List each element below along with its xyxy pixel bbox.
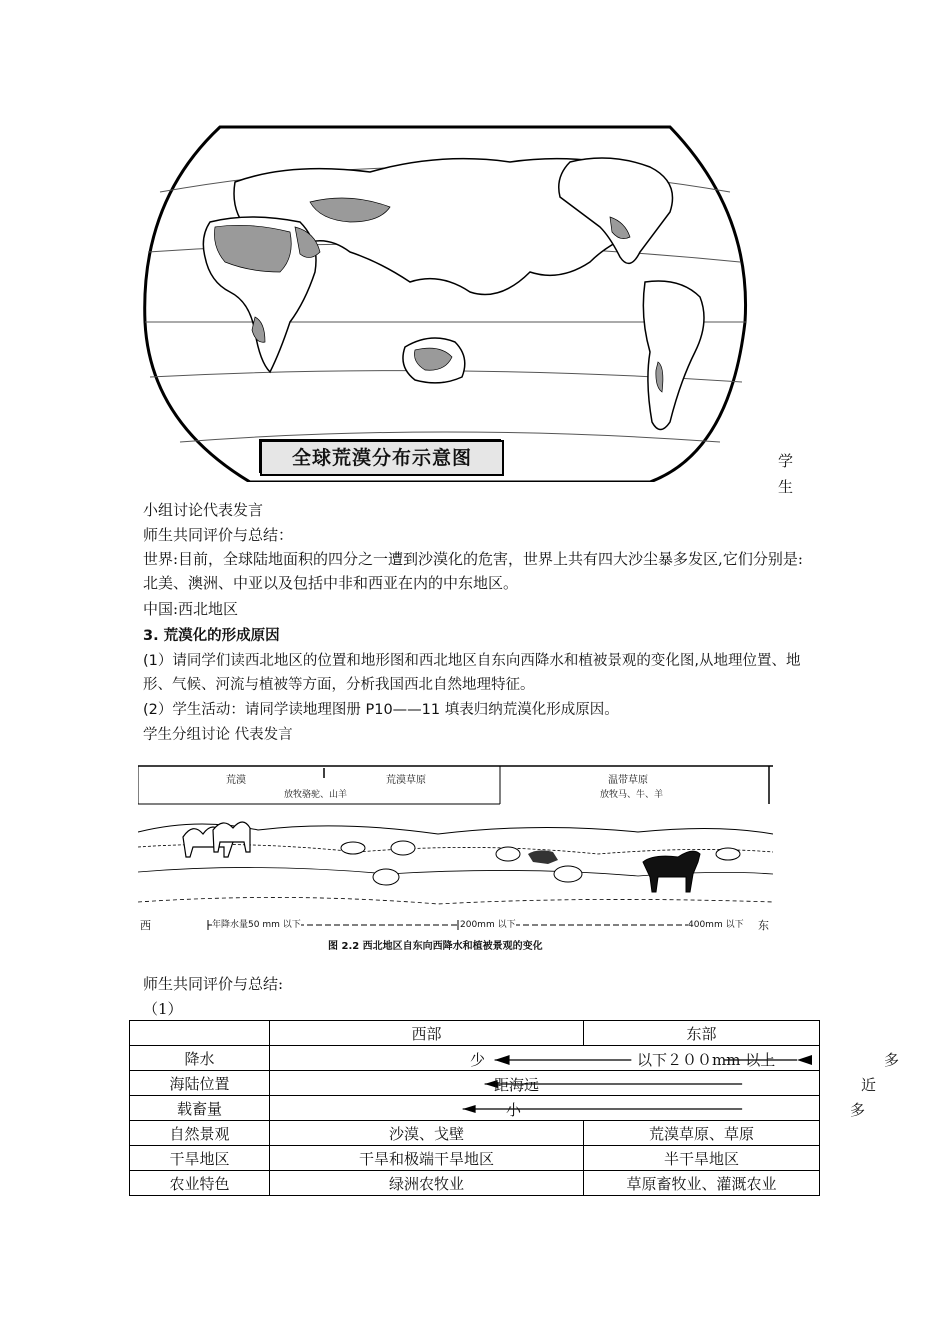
sea-distance-near: 近 bbox=[861, 1076, 877, 1094]
table-row bbox=[130, 1121, 820, 1146]
paragraph-student-discussion: 学生分组讨论 代表发言 bbox=[143, 727, 293, 743]
paragraph-task-2: (2）学生活动：请同学读地理图册 P10——11 填表归纳荒漠化形成原因。 bbox=[143, 702, 619, 718]
row-label: 农业特色 bbox=[130, 1171, 270, 1196]
precipitation-vegetation-figure bbox=[138, 762, 773, 967]
desert-animals-label: 放牧骆驼、山羊 bbox=[284, 790, 348, 800]
side-note-char-1: 学 bbox=[778, 452, 794, 470]
row-label: 干旱地区 bbox=[130, 1146, 270, 1171]
precipitation-high: 多 bbox=[884, 1051, 900, 1069]
landscape-east: 荒漠草原、草原 bbox=[584, 1121, 820, 1146]
zone-desert-label: 荒漠 bbox=[226, 775, 246, 786]
table-row bbox=[130, 1146, 820, 1171]
precipitation-threshold: 以下２００mm 以上 bbox=[637, 1051, 776, 1069]
sea-distance-trend-cell bbox=[270, 1071, 877, 1096]
paragraph-item-1: （1） bbox=[143, 1000, 183, 1018]
sea-distance-arrow bbox=[270, 1071, 819, 1095]
west-east-comparison-table bbox=[129, 1020, 900, 1196]
east-label: 东 bbox=[758, 919, 769, 932]
landscape-west: 沙漠、戈壁 bbox=[270, 1121, 584, 1146]
figure-caption: 图 2.2 西北地区自东向西降水和植被景观的变化 bbox=[328, 941, 543, 952]
paragraph-china: 中国:西北地区 bbox=[143, 600, 239, 618]
paragraph-summary: 师生共同评价与总结： bbox=[143, 526, 294, 544]
table-row bbox=[130, 1071, 820, 1096]
aridity-west: 干旱和极端干旱地区 bbox=[270, 1146, 584, 1171]
rainfall-50mm-label: 年降水量50 mm 以下 bbox=[212, 917, 301, 930]
sea-distance-far: 距海远 bbox=[494, 1076, 540, 1094]
precipitation-trend-cell bbox=[270, 1046, 900, 1071]
header-east: 东部 bbox=[584, 1021, 820, 1046]
paragraph-task-1: (1）请同学们读西北地区的位置和地形图和西北地区自东向西降水和植被景观的变化图,从地理位置、地形、气候、河流与植被等方面，分析我国西北自然地理特征。 bbox=[143, 653, 801, 693]
agriculture-west: 绿洲农牧业 bbox=[270, 1171, 584, 1196]
table-row bbox=[130, 1096, 820, 1121]
world-desert-map bbox=[140, 122, 752, 482]
table-row bbox=[130, 1171, 820, 1196]
aridity-east: 半干旱地区 bbox=[584, 1146, 820, 1171]
precipitation-low: 少 bbox=[470, 1051, 486, 1069]
paragraph-world: 世界:目前，全球陆地面积的四分之一遭到沙漠化的危害，世界上共有四大沙尘暴多发区,它们分别是:北美、澳洲、中亚以及包括中非和西亚在内的中东地区。 bbox=[143, 550, 803, 592]
livestock-capacity-trend-cell bbox=[270, 1096, 866, 1121]
header-blank bbox=[130, 1021, 270, 1046]
paragraph-group-discussion: 小组讨论代表发言 bbox=[143, 501, 264, 519]
map-caption: 全球荒漠分布示意图 bbox=[260, 440, 504, 476]
section-heading bbox=[143, 624, 280, 648]
table-row bbox=[130, 1046, 820, 1071]
row-label: 自然景观 bbox=[130, 1121, 270, 1146]
row-label: 海陆位置 bbox=[130, 1071, 270, 1096]
agriculture-east: 草原畜牧业、灌溉农业 bbox=[584, 1171, 820, 1196]
header-west: 西部 bbox=[270, 1021, 584, 1046]
rainfall-400mm-label: 400mm 以下 bbox=[688, 917, 744, 930]
table-header-row bbox=[130, 1021, 820, 1046]
rainfall-200mm-label: 200mm 以下 bbox=[460, 917, 516, 930]
livestock-capacity-high: 多 bbox=[850, 1101, 866, 1119]
row-label: 降水 bbox=[130, 1046, 270, 1071]
steppe-animals-label: 放牧马、牛、羊 bbox=[600, 790, 664, 800]
zone-temperate-steppe-label: 温带草原 bbox=[608, 775, 648, 786]
livestock-capacity-arrow bbox=[270, 1096, 819, 1120]
livestock-capacity-low: 小 bbox=[506, 1101, 522, 1119]
world-map-drawing bbox=[140, 122, 752, 482]
section-number: 3. bbox=[143, 628, 159, 644]
zone-desert-steppe-label: 荒漠草原 bbox=[386, 775, 426, 786]
side-note-char-2: 生 bbox=[778, 478, 794, 496]
section-title: 荒漠化的形成原因 bbox=[163, 628, 280, 644]
paragraph-summary-2: 师生共同评价与总结: bbox=[143, 975, 284, 993]
west-label: 西 bbox=[140, 919, 151, 932]
row-label: 载畜量 bbox=[130, 1096, 270, 1121]
